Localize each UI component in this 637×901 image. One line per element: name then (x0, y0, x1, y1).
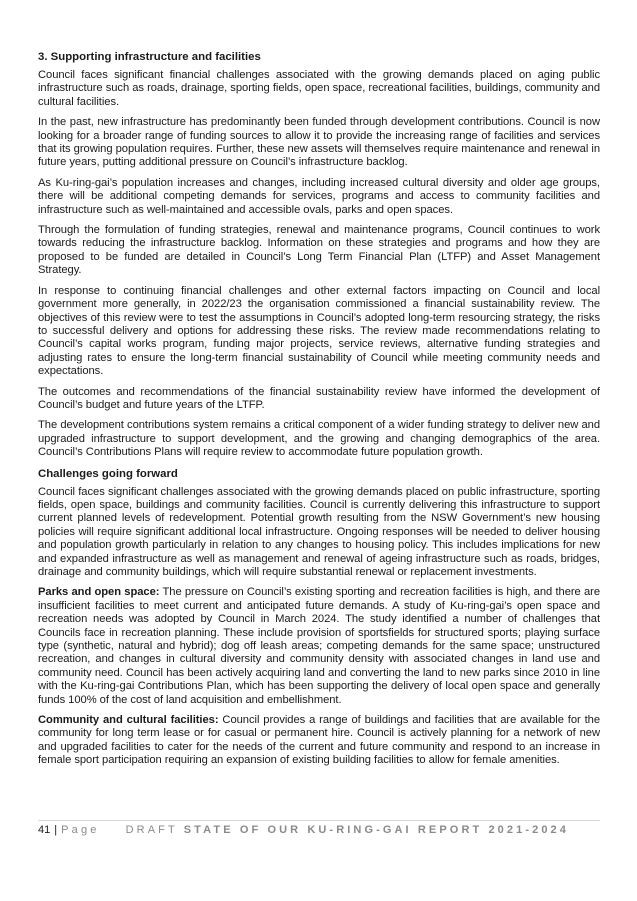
paragraph-4: Through the formulation of funding strategies, renewal and maintenance programs, Council continues to work towards reducing the infrastructure backlog. Information on these strategies and programs and how they are proposed to be funded are detailed in Council’s Long Term Financial Plan (LTFP) and Asset Management Strategy. (38, 224, 600, 277)
page-label: Page (61, 824, 100, 836)
paragraph-1: Council faces significant financial challenges associated with the growing demands placed on aging public infrastructure such as roads, drainage, sporting fields, open space, recreational facilities, buildings, community and cultural facilities. (38, 69, 600, 108)
parks-paragraph (38, 586, 600, 707)
parks-text: The pressure on Council’s existing sporting and recreation facilities is high, and there are insufficient facilities to meet current and anticipated future demands. A study of Ku-ring-gai’s open space and recreation needs was adopted by Council in March 2024. The study identified a number of challenges that Councils face in recreation planning. These include provision of sportsfields for structured sports; playing surface type (synthetic, natural and hybrid); dog off leash areas; competing demands for the same space; unstructured recreation, and changes in cultural diversity and community density with associated changes in land use and community need. Council has been actively acquiring land and converting the land to new parks since 2010 in line with the Ku-ring-gai Contributions Plan, which has been supporting the delivery of local open space and generally funds 100% of the cost of land acquisition and embellishment. (38, 586, 600, 706)
community-text: Council provides a range of buildings and facilities that are available for the community for long term lease or for casual or permanent hire. Council is actively planning for a network of new and upgraded facilities to cater for the needs of the current and future community and respond to an increase in female sport participation requiring an expansion of existing building facilities to allow for female amenities. (38, 714, 600, 767)
report-title (126, 824, 569, 836)
draft-label: DRAFT (125, 824, 178, 836)
paragraph-2: In the past, new infrastructure has predominantly been funded through development contributions. Council is now looking for a broader range of funding sources to allow it to provide the increasing range of facilities and services that its growing population requires. Further, these new assets will themselves require maintenance and renewal in future years, putting additional pressure on Council’s infrastructure backlog. (38, 116, 600, 169)
parks-lead: Parks and open space: (38, 586, 160, 599)
community-paragraph (38, 714, 600, 768)
section-heading: 3. Supporting infrastructure and facilities (38, 51, 261, 63)
paragraph-6: The outcomes and recommendations of the financial sustainability review have informed the development of Council’s budget and future years of the LTFP. (38, 385, 600, 411)
page-footer (38, 820, 600, 836)
report-name: STATE OF OUR KU-RING-GAI REPORT 2021-2024 (183, 824, 569, 836)
paragraph-5: In response to continuing financial challenges and other external factors impacting on Council and local government more generally, in 2022/23 the organisation commissioned a financial sustainability review. The objectives of this review were to test the assumptions in Council’s adopted long-term resourcing strategy, the risks to successful delivery and options for addressing these risks. The review made recommendations relating to Council’s capital works program, funding major projects, service reviews, alternative funding strategies and adjusting rates to ensure the long-term financial sustainability of Council while meeting community needs and expectations. (38, 284, 600, 378)
paragraph-3: As Ku-ring-gai’s population increases and changes, including increased cultural diversity and older age groups, there will be additional competing demands for services, programs and access to community facilities and infrastructure such as well-maintained and accessible ovals, parks and open spaces. (38, 176, 600, 216)
community-lead: Community and cultural facilities: (38, 714, 219, 727)
paragraph-7: The development contributions system remains a critical component of a wider funding strategy to deliver new and upgraded infrastructure to support development, and the growing and changing demographics of the area. Council’s Contributions Plans will require review to accommodate future population growth. (38, 419, 600, 459)
page-number: 41 (38, 824, 51, 836)
challenges-heading: Challenges going forward (38, 467, 178, 480)
document-body (38, 50, 600, 775)
page-separator: | (54, 824, 58, 836)
challenges-intro: Council faces significant challenges associated with the growing demands placed on public infrastructure, sporting fields, open space, buildings and community facilities. Council is currently delivering this infrastructure to support current planned levels of redevelopment. Potential growth resulting from the NSW Government’s new housing policies will require significant additional local infrastructure. Ongoing responses will be needed to deliver housing and population growth particularly in relation to any changes to housing policy. This includes implications for new and expanded infrastructure as well as management and renewal of ageing infrastructure such as roads, bridges, drainage and community buildings, which will require substantial renewal or replacement investments. (38, 485, 600, 578)
